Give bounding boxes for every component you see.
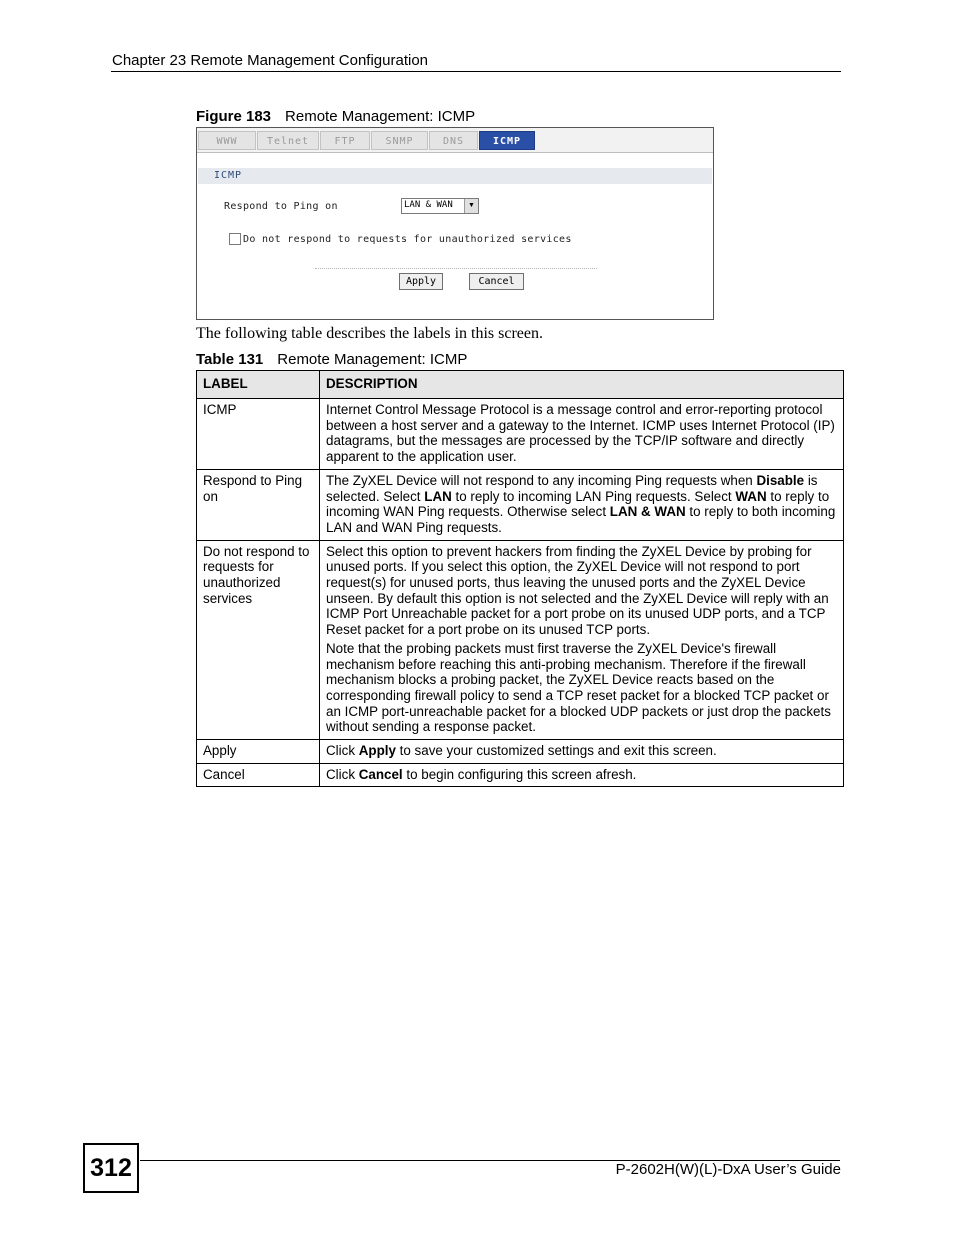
tab-www[interactable]: WWW: [198, 131, 256, 150]
row-label: Apply: [197, 740, 320, 764]
unauthorized-services-checkbox[interactable]: [229, 233, 241, 245]
chevron-down-icon[interactable]: ▼: [464, 199, 478, 213]
table-row: [197, 469, 844, 540]
tab-dns[interactable]: DNS: [429, 131, 478, 150]
table-row: [197, 763, 844, 787]
row-label: ICMP: [197, 399, 320, 470]
description-column-header: DESCRIPTION: [320, 371, 844, 399]
intro-text: The following table describes the labels in this screen.: [196, 325, 544, 342]
tab-ftp[interactable]: FTP: [320, 131, 370, 150]
respond-to-ping-select[interactable]: [401, 198, 479, 214]
header-rule: [111, 71, 841, 72]
table-header-row: [197, 371, 844, 399]
table-title: Remote Management: ICMP: [277, 351, 468, 368]
row-description: [320, 540, 844, 739]
row-description: Internet Control Message Protocol is a message control and error-reporting protocol between a host server and a gateway to the Internet. ICMP uses Internet Protocol (IP) datagrams, but the messages are processed by the TCP/IP software and directly apparent to the application user.: [320, 399, 844, 470]
figure-caption: [196, 108, 475, 125]
table-row: [197, 740, 844, 764]
figure-title: Remote Management: ICMP: [285, 108, 476, 125]
row-label: Cancel: [197, 763, 320, 787]
tab-telnet[interactable]: Telnet: [257, 131, 319, 150]
unauthorized-services-label: Do not respond to requests for unauthorized services: [243, 234, 572, 245]
row-label: Do not respond to requests for unauthorized services: [197, 540, 320, 739]
select-value: LAN & WAN: [404, 200, 453, 210]
label-column-header: LABEL: [197, 371, 320, 399]
row-description-note: Note that the probing packets must first traverse the ZyXEL Device's firewall mechanism before reaching this anti-probing mechanism. Therefore if the firewall mechanism blocks a probing packet, the ZyXEL Device reacts based on the corresponding firewall policy to send a TCP reset packet for a blocked TCP packet or an ICMP port-unreachable packet for a blocked UDP packets or just drop the packets without sending a response packet.: [326, 640, 831, 735]
icmp-screenshot: [196, 127, 714, 320]
tab-snmp[interactable]: SNMP: [371, 131, 428, 150]
row-label: Respond to Ping on: [197, 469, 320, 540]
section-bar: [198, 168, 712, 184]
respond-to-ping-label: Respond to Ping on: [224, 201, 338, 212]
tab-icmp[interactable]: ICMP: [479, 131, 535, 150]
row-description-main: Select this option to prevent hackers from finding the ZyXEL Device by probing for unused ports. If you select this option, the ZyXEL Device will not respond to port request(s) for unused ports, thus leaving the unused ports and the ZyXEL Device unseen. By default this option is not selected and the ZyXEL Device will reply with an ICMP Port Unreachable packet for a port probe on its unused UDP ports, and a TCP Reset packet for a port probe on its unused TCP ports.: [326, 543, 829, 638]
description-table: [196, 370, 844, 787]
tab-bar: [197, 128, 713, 153]
table-row: [197, 540, 844, 739]
row-description: Click Apply to save your customized settings and exit this screen.: [320, 740, 844, 764]
chapter-header: Chapter 23 Remote Management Configuration: [112, 52, 429, 69]
row-description: Click Cancel to begin configuring this screen afresh.: [320, 763, 844, 787]
row-description: The ZyXEL Device will not respond to any incoming Ping requests when Disable is selected. Select LAN to reply to incoming LAN Ping requests. Select WAN to reply to incoming WAN Ping requests. Otherwise select LAN & WAN to reply to both incoming LAN and WAN Ping requests.: [320, 469, 844, 540]
figure-number: Figure 183: [196, 108, 272, 125]
guide-title: P-2602H(W)(L)-DxA User’s Guide: [615, 1161, 841, 1178]
page-number: 312: [83, 1143, 139, 1193]
table-row: [197, 399, 844, 470]
apply-button[interactable]: Apply: [399, 273, 443, 290]
table-caption: [196, 351, 467, 368]
dotted-divider: [315, 268, 597, 269]
cancel-button[interactable]: Cancel: [469, 273, 524, 290]
table-number: Table 131: [196, 351, 264, 368]
section-title: ICMP: [214, 170, 243, 181]
